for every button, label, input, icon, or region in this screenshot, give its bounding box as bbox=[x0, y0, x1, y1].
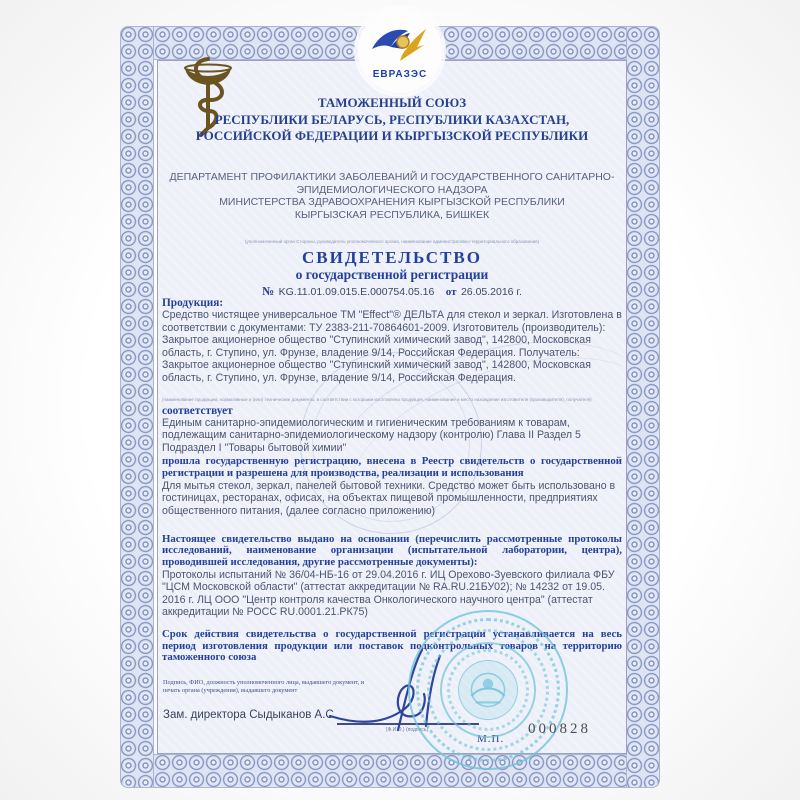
products-body: Средство чистящее универсальное ТМ "Effect"® ДЕЛЬТА для стекол и зеркал. Изготовлена в соответствии с документами: ТУ 2383-211-70864601-2009. Изготовитель (производитель): Закрытое акционерное общество "Ступинский химический завод", 142800, Московская область, г. Ступино, ул. Фрунзе, владение 9/14, Российская Федерация. Получатель: Закрытое акционерное общество "Ступинский химический завод", 142800, Московская область, г. Ступино, ул. Фрунзе, владение 9/14, Российская Федерация. bbox=[162, 309, 622, 384]
conforms-heading: соответствует bbox=[162, 404, 233, 417]
signature-form-caption: Подпись, ФИО, должность уполномоченного лица, выдавшего документ, и печать органа (учреждения), выдавшего документ bbox=[163, 679, 365, 694]
certificate-title: СВИДЕТЕЛЬСТВО bbox=[302, 248, 482, 267]
signature-sub-caption: (Ф.И.О.) (подпись) bbox=[385, 727, 429, 733]
serial-number: 000828 bbox=[528, 721, 591, 737]
products-form-caption: (наименование продукции, нормативные и (или) технические документы, в соответствии с которыми изготовлена продукция, наименование и место нахождения изготовителя (производителя), получателя) bbox=[162, 396, 592, 402]
border-ornament-right bbox=[626, 26, 660, 788]
issuer-line-4: КЫРГЫЗСКАЯ РЕСПУБЛИКА, БИШКЕК bbox=[294, 208, 490, 221]
issuer-line-2: ЭПИДЕМИОЛОГИЧЕСКОГО НАДЗОРА bbox=[296, 183, 488, 196]
border-ornament-bottom bbox=[120, 754, 660, 788]
seal-place-label: М.П. bbox=[477, 733, 505, 745]
border-ornament-left bbox=[120, 26, 154, 788]
certificate-number: KG.11.01.09.015.E.000754.05.16 bbox=[278, 286, 435, 298]
date-label: от bbox=[445, 286, 457, 298]
products-heading: Продукция: bbox=[162, 297, 224, 309]
registered-heading: прошла государственную регистрацию, внесена в Реестр свидетельств о государственной регистрации и разрешена для производства, реализации и использования bbox=[162, 455, 622, 480]
signatory-name: Зам. директора Сыдыканов А.С. bbox=[163, 709, 337, 721]
stamp-middle-ring bbox=[440, 642, 536, 738]
certificate-subtitle: о государственной регистрации bbox=[295, 267, 489, 282]
issuing-authority bbox=[158, 171, 626, 221]
header-line-2: РЕСПУБЛИКИ БЕЛАРУСЬ, РЕСПУБЛИКИ КАЗАХСТАН, bbox=[214, 111, 570, 127]
number-sign: № bbox=[262, 284, 275, 298]
basis-heading: Настоящее свидетельство выдано на основании (перечислить рассмотренные протоколы исследований, наименование организации (испытательной лаборатории, центра), проводившей исследования, другие рассмотренные документы): bbox=[162, 532, 622, 568]
conforms-body: Единым санитарно-эпидемиологическим и гигиеническим требованиям к товарам, подлежащим санитарно-эпидемиологическому надзору (контролю) Глава II Раздел 5 Подраздел I "Товары бытовой химии" bbox=[162, 416, 581, 454]
basis-body: Протоколы испытаний № 36/04-НБ-16 от 29.04.2016 г. ИЦ Орехово-Зуевского филиала ФБУ "ЦСМ Московской области" (аттестат аккредитации № RA.RU.21БУ02); № 14232 от 19.05. 2016 г. ЛЦ ООО "Центр контроля качества Онкологического научного центра" (аттестат аккредитации № РОСС RU.0001.21.РК75) bbox=[162, 568, 615, 619]
eurasec-logo bbox=[358, 9, 442, 93]
issuer-form-caption: (уполномоченный орган Стороны, руководитель уполномоченного органа, наименование административно-территориального образования) bbox=[244, 239, 540, 244]
header-line-1: ТАМОЖЕННЫЙ СОЮЗ bbox=[317, 95, 467, 110]
issuer-line-1: ДЕПАРТАМЕНТ ПРОФИЛАКТИКИ ЗАБОЛЕВАНИЙ И ГОСУДАРСТВЕННОГО САНИТАРНО- bbox=[169, 171, 615, 183]
stamp-center-emblem bbox=[458, 660, 518, 720]
registered-body: Для мытья стекол, зеркал, панелей бытовой техники. Средство может быть использовано в гостиницах, ресторанах, офисах, на объектах пищевой промышленности, предприятиях общественного питания, (далее согласно приложению) bbox=[162, 479, 616, 517]
stamp-emblem-icon bbox=[459, 661, 517, 719]
eurasec-logo-label: ЕВРАЗЭС bbox=[372, 69, 428, 80]
certificate-date: 26.05.2016 г. bbox=[460, 286, 522, 298]
header-line-3: РОССИЙСКОЙ ФЕДЕРАЦИИ И КЫРГЫЗСКОЙ РЕСПУБЛИКИ bbox=[195, 128, 589, 143]
validity-heading: Срок действия свидетельства о государственной регистрации устанавливается на весь период изготовления продукции или поставок подконтрольных товаров на территорию таможенного союза bbox=[162, 628, 622, 664]
customs-union-header bbox=[160, 95, 624, 145]
issuer-line-3: МИНИСТЕРСТВА ЗДРАВООХРАНЕНИЯ КЫРГЫЗСКОЙ РЕСПУБЛИКИ bbox=[219, 196, 565, 209]
official-round-stamp bbox=[408, 610, 568, 770]
main-text-column bbox=[162, 297, 622, 664]
eurasec-bird-icon bbox=[358, 9, 442, 69]
